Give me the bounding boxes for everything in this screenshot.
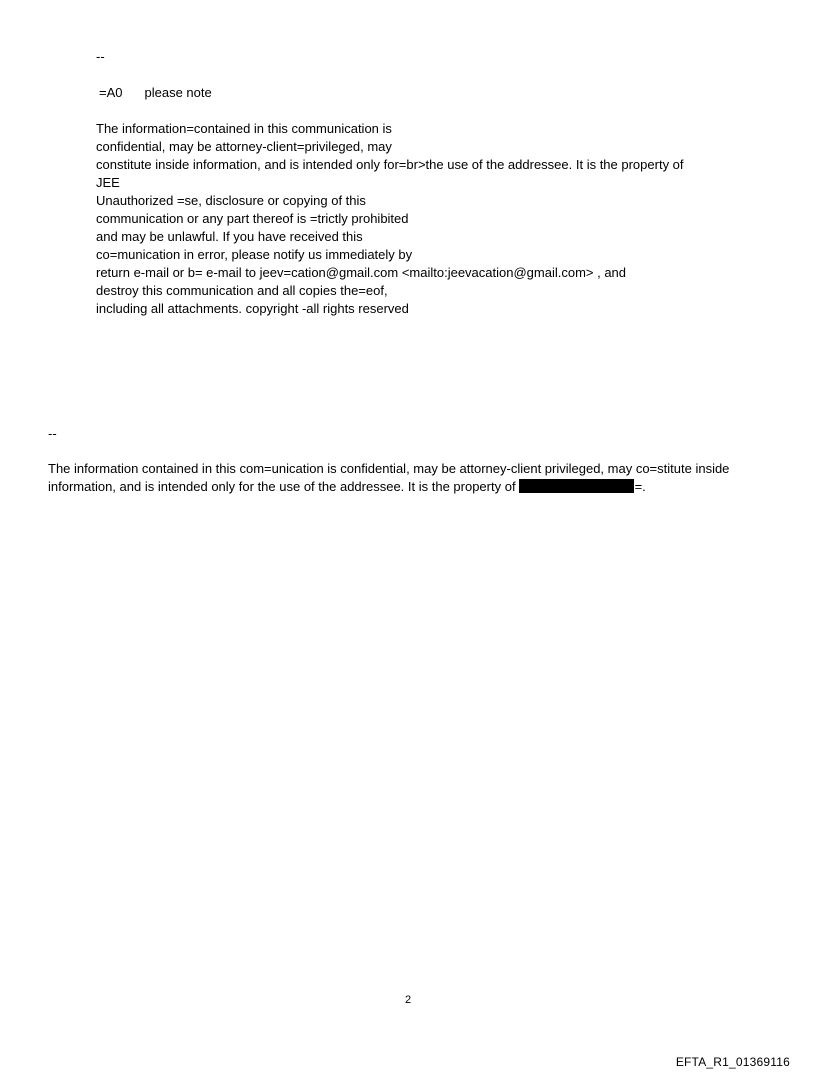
top-separator: --	[96, 49, 105, 64]
disclaimer-line: confidential, may be attorney-client=privileged, may	[96, 139, 392, 154]
footer-disclaimer	[48, 460, 788, 496]
note-row	[99, 84, 212, 102]
bottom-separator: --	[48, 426, 57, 441]
note-label: please note	[144, 85, 212, 100]
disclaimer-line: JEE	[96, 175, 120, 190]
footer-line-1: The information contained in this com=unication is confidential, may be attorney-client privileged, may co=stitute inside	[48, 461, 730, 476]
bates-number: EFTA_R1_01369116	[675, 1055, 790, 1069]
disclaimer-line: including all attachments. copyright -all rights reserved	[96, 301, 409, 316]
footer-line-2	[48, 478, 788, 496]
disclaimer-line: co=munication in error, please notify us immediately by	[96, 247, 413, 262]
redaction-box	[519, 479, 634, 493]
disclaimer-line: communication or any part thereof is =trictly prohibited	[96, 211, 409, 226]
footer-line-2-text: information, and is intended only for the use of the addressee. It is the property of	[48, 479, 516, 494]
disclaimer-block	[96, 120, 684, 318]
disclaimer-line: destroy this communication and all copies the=eof,	[96, 283, 388, 298]
note-prefix: =A0	[99, 85, 123, 100]
disclaimer-line: and may be unlawful. If you have received this	[96, 229, 363, 244]
page-number: 2	[404, 994, 412, 1006]
disclaimer-line: The information=contained in this communication is	[96, 121, 392, 136]
disclaimer-line: return e-mail or b= e-mail to jeev=cation@gmail.com <mailto:jeevacation@gmail.com> , and	[96, 265, 627, 280]
disclaimer-line: Unauthorized =se, disclosure or copying of this	[96, 193, 366, 208]
disclaimer-line: constitute inside information, and is intended only for=br>the use of the addressee. It is the property of	[96, 157, 684, 172]
footer-line-2-end: =.	[634, 479, 646, 494]
